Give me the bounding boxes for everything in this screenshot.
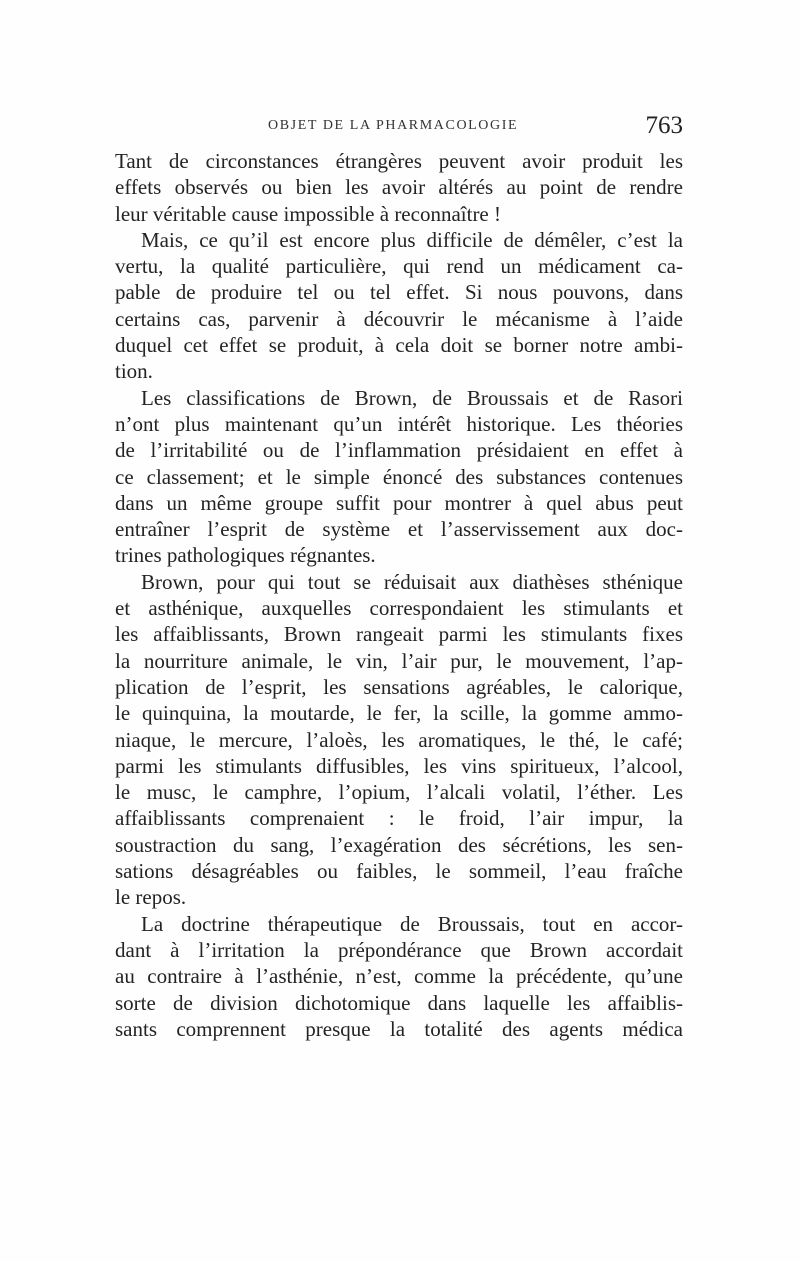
text-line: sants comprennent presque la totalité des agents médica bbox=[115, 1016, 683, 1041]
text-line: duquel cet effet se produit, à cela doit se borner notre ambi- bbox=[115, 333, 683, 358]
text-line: dans un même groupe suffit pour montrer à quel abus peut bbox=[115, 490, 683, 515]
text-line: entraîner l’esprit de système et l’asservissement aux doc- bbox=[115, 517, 683, 542]
text-line: leur véritable cause impossible à reconnaître ! bbox=[115, 201, 501, 226]
text-line: les affaiblissants, Brown rangeait parmi les stimulants fixes bbox=[115, 622, 683, 647]
text-line: le musc, le camphre, l’opium, l’alcali volatil, l’éther. Les bbox=[115, 780, 683, 805]
text-line: trines pathologiques régnantes. bbox=[115, 543, 376, 568]
text-line: au contraire à l’asthénie, n’est, comme la précédente, qu’une bbox=[115, 964, 683, 989]
text-line: vertu, la qualité particulière, qui rend un médicament ca- bbox=[115, 254, 683, 279]
text-line: la nourriture animale, le vin, l’air pur, le mouvement, l’ap- bbox=[115, 648, 683, 673]
text-line: n’ont plus maintenant qu’un intérêt historique. Les théories bbox=[115, 411, 683, 436]
text-line: Les classifications de Brown, de Broussais et de Rasori bbox=[141, 385, 683, 410]
text-line: sations désagréables ou faibles, le sommeil, l’eau fraîche bbox=[115, 859, 683, 884]
page-header bbox=[115, 112, 685, 146]
text-line: soustraction du sang, l’exagération des sécrétions, les sen- bbox=[115, 832, 683, 857]
text-line: pable de produire tel ou tel effet. Si nous pouvons, dans bbox=[115, 280, 683, 305]
text-line: le quinquina, la moutarde, le fer, la scille, la gomme ammo- bbox=[115, 701, 683, 726]
running-title: OBJET DE LA PHARMACOLOGIE bbox=[268, 118, 519, 133]
text-line: certains cas, parvenir à découvrir le mécanisme à l’aide bbox=[115, 306, 683, 331]
text-line: niaque, le mercure, l’aloès, les aromatiques, le thé, le café; bbox=[115, 727, 683, 752]
text-line: et asthénique, auxquelles correspondaient les stimulants et bbox=[115, 596, 683, 621]
text-line: parmi les stimulants diffusibles, les vins spiritueux, l’alcool, bbox=[115, 753, 683, 778]
text-line: Mais, ce qu’il est encore plus difficile de démêler, c’est la bbox=[141, 227, 683, 252]
text-line: La doctrine thérapeutique de Broussais, tout en accor- bbox=[141, 911, 683, 936]
text-line: dant à l’irritation la prépondérance que Brown accordait bbox=[115, 937, 683, 962]
text-line: affaiblissants comprenaient : le froid, l’air impur, la bbox=[115, 806, 683, 831]
text-line: ce classement; et le simple énoncé des substances contenues bbox=[115, 464, 683, 489]
text-line: Brown, pour qui tout se réduisait aux diathèses sthénique bbox=[141, 569, 683, 594]
text-line: Tant de circonstances étrangères peuvent avoir produit les bbox=[115, 149, 683, 173]
page-number: 763 bbox=[645, 112, 683, 139]
text-line: effets observés ou bien les avoir altérés au point de rendre bbox=[115, 175, 683, 200]
text-line: tion. bbox=[115, 359, 153, 384]
body-text bbox=[115, 148, 683, 1042]
text-line: de l’irritabilité ou de l’inflammation présidaient en effet à bbox=[115, 438, 683, 463]
text-line: le repos. bbox=[115, 885, 187, 910]
text-line: plication de l’esprit, les sensations agréables, le calorique, bbox=[115, 674, 683, 699]
text-line: sorte de division dichotomique dans laquelle les affaiblis- bbox=[115, 990, 683, 1015]
